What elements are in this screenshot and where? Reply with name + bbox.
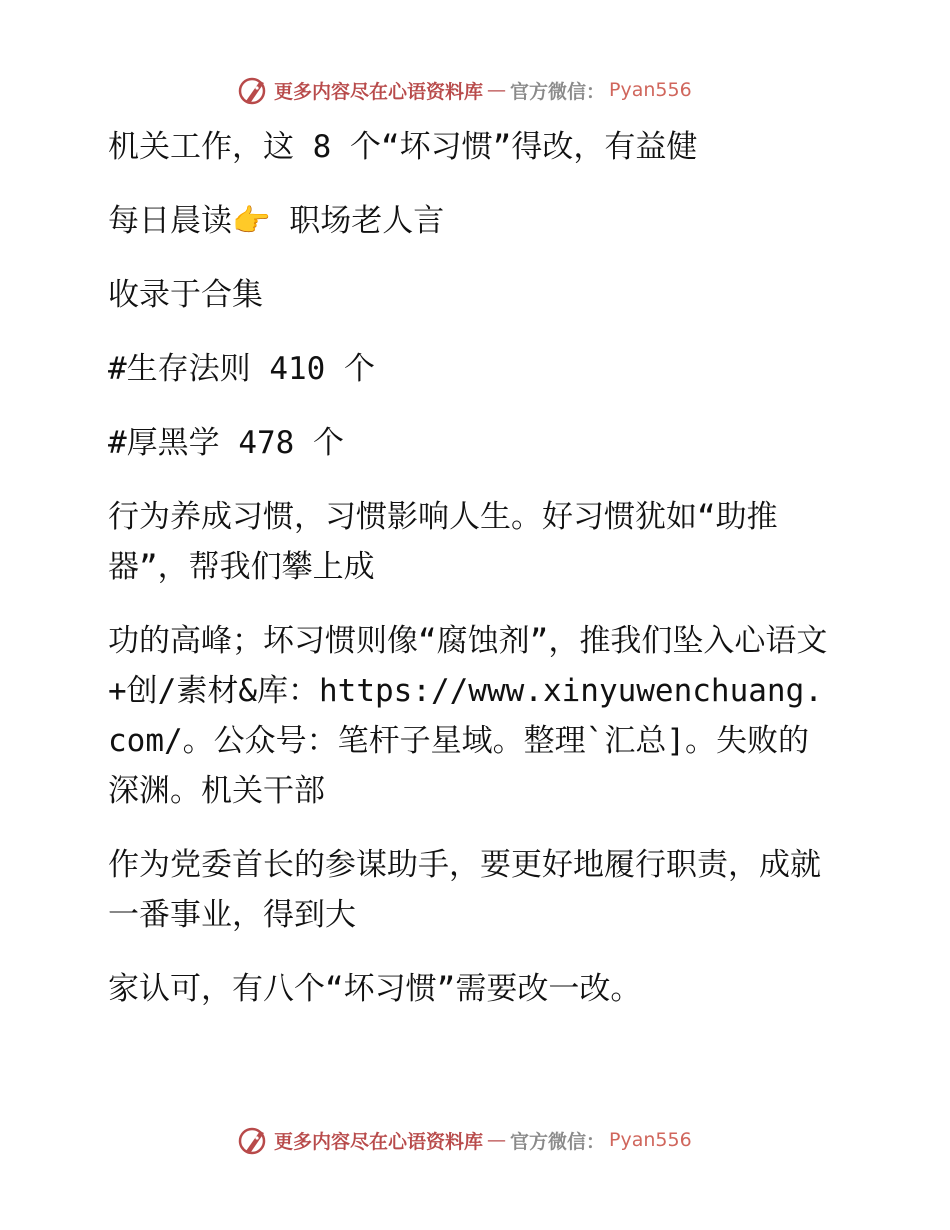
tag-item: #厚黑学 478 个 bbox=[108, 425, 344, 461]
paragraph: 家认可，有八个“坏习惯”需要改一改。 bbox=[108, 971, 642, 1007]
collection-label: 收录于合集 bbox=[108, 277, 263, 313]
article-title: 机关工作，这 8 个“坏习惯”得改，有益健 bbox=[108, 129, 698, 165]
paragraph: 行为养成习惯，习惯影响人生。好习惯犹如“助推器”，帮我们攀上成 bbox=[108, 499, 778, 585]
banner-wechat-label: 官方微信： bbox=[510, 1130, 606, 1153]
pen-nib-logo-icon bbox=[236, 73, 270, 107]
pen-nib-logo-icon bbox=[236, 1123, 270, 1157]
paragraph: 作为党委首长的参谋助手，要更好地履行职责，成就一番事业，得到大 bbox=[108, 847, 821, 933]
banner-brand-text: 更多内容尽在心语资料库 bbox=[274, 1130, 484, 1153]
tag-item: #生存法则 410 个 bbox=[108, 351, 375, 387]
document-body bbox=[98, 122, 838, 1014]
article-column: 每日晨读👉 职场老人言 bbox=[108, 203, 445, 239]
banner-separator: — bbox=[487, 79, 507, 101]
footer-banner bbox=[236, 1122, 692, 1158]
header-banner bbox=[236, 72, 692, 108]
banner-separator: — bbox=[487, 1129, 507, 1151]
banner-wechat-label: 官方微信： bbox=[510, 80, 606, 103]
banner-wechat-id: Pyan556 bbox=[609, 1129, 692, 1151]
banner-wechat-id: Pyan556 bbox=[609, 79, 692, 101]
banner-brand-text: 更多内容尽在心语资料库 bbox=[274, 80, 484, 103]
paragraph: 功的高峰；坏习惯则像“腐蚀剂”，推我们坠入心语文+创/素材&库：https://www.xinyuwenchuang.com/。公众号：笔杆子星域。整理`汇总]。失败的深渊。机关干部 bbox=[108, 623, 828, 809]
